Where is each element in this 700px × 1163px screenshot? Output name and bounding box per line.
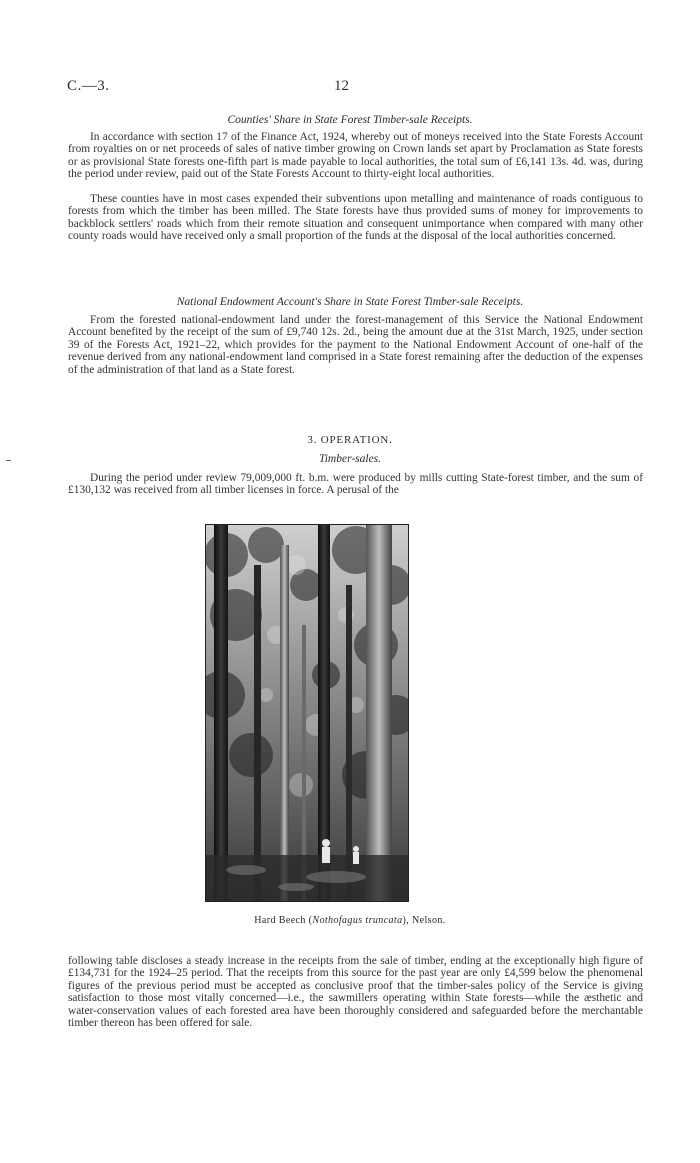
page-number: 12 <box>334 78 349 94</box>
report-reference: C.—3. <box>67 78 110 94</box>
paragraph-text: From the forested national-endowment land under the forest-management of this Service the National Endowment Account benefited by the receipt of the sum of £9,740 12s. 2d., being the amount due at the 31st March, 1925, under section 39 of the Forests Act, 1921–22, which provides for the payment to the National Endowment Account of one-half of the revenue derived from any national-endowment land comprised in a State forest remaining after the deduction of the expenses of the administration of that land as a State forest. <box>68 314 643 376</box>
paragraph-text: In accordance with section 17 of the Finance Act, 1924, whereby out of moneys received into the State Forests Account from royalties on or net proceeds of sales of native timber growing on Crown lands set apart by Proclamation as State forests or as provisional State forests one-fifth part is made payable to local authorities, the total sum of £6,141 13s. 4d. was, during the period under review, paid out of the State Forests Account to thirty-eight local authorities. <box>68 131 643 181</box>
paragraph-text: During the period under review 79,009,000 ft. b.m. were produced by mills cutting State-forest timber, and the sum of £130,132 was received from all timber licenses in force. A perusal of the <box>68 472 643 497</box>
paragraph-text: These counties have in most cases expended their subventions upon metalling and maintenance of roads contiguous to forests from which the timber has been milled. The State forests have thus provided sums of money for improvements to backblock settlers' roads which from their remote situation and consequent unimportance when compared with many other county roads would have received only a small proportion of the funds at the disposal of the local authorities concerned. <box>68 193 643 243</box>
paragraph-continuation: following table discloses a steady increase in the receipts from the sale of timber, ending at the exceptionally high figure of £134,731 for the 1924–25 period. That the receipts from this source for the past year are only £4,599 below the phenomenal figures of the previous period must be accepted as conclusive proof that the timber-sales policy of the Service is giving satisfaction to those most vitally concerned—i.e., the sawmillers operating within State forests—while the æsthetic and water-conservation values of each forested area have been thoroughly considered and safeguarded before the merchantable timber thereon has been offered for sale. <box>68 955 643 1030</box>
paragraph-timber-sales <box>68 472 643 497</box>
section-heading-counties: Counties' Share in State Forest Timber-sale Receipts. <box>227 114 473 126</box>
caption-species: Nothofagus truncata <box>312 915 403 926</box>
section-heading-operation: 3. OPERATION. <box>307 434 393 446</box>
paragraph-counties-roads <box>68 193 643 243</box>
subheading-timber-sales: Timber-sales. <box>318 453 382 465</box>
forest-photograph <box>205 524 409 902</box>
photo-caption <box>0 915 700 926</box>
paragraph-national-endowment <box>68 314 643 376</box>
caption-start: Hard Beech ( <box>254 915 313 926</box>
caption-end: ), Nelson. <box>402 915 446 926</box>
paragraph-finance-act <box>68 131 643 181</box>
section-heading-national-endowment: National Endowment Account's Share in State Forest Timber-sale Receipts. <box>176 296 524 308</box>
margin-mark <box>6 460 11 461</box>
